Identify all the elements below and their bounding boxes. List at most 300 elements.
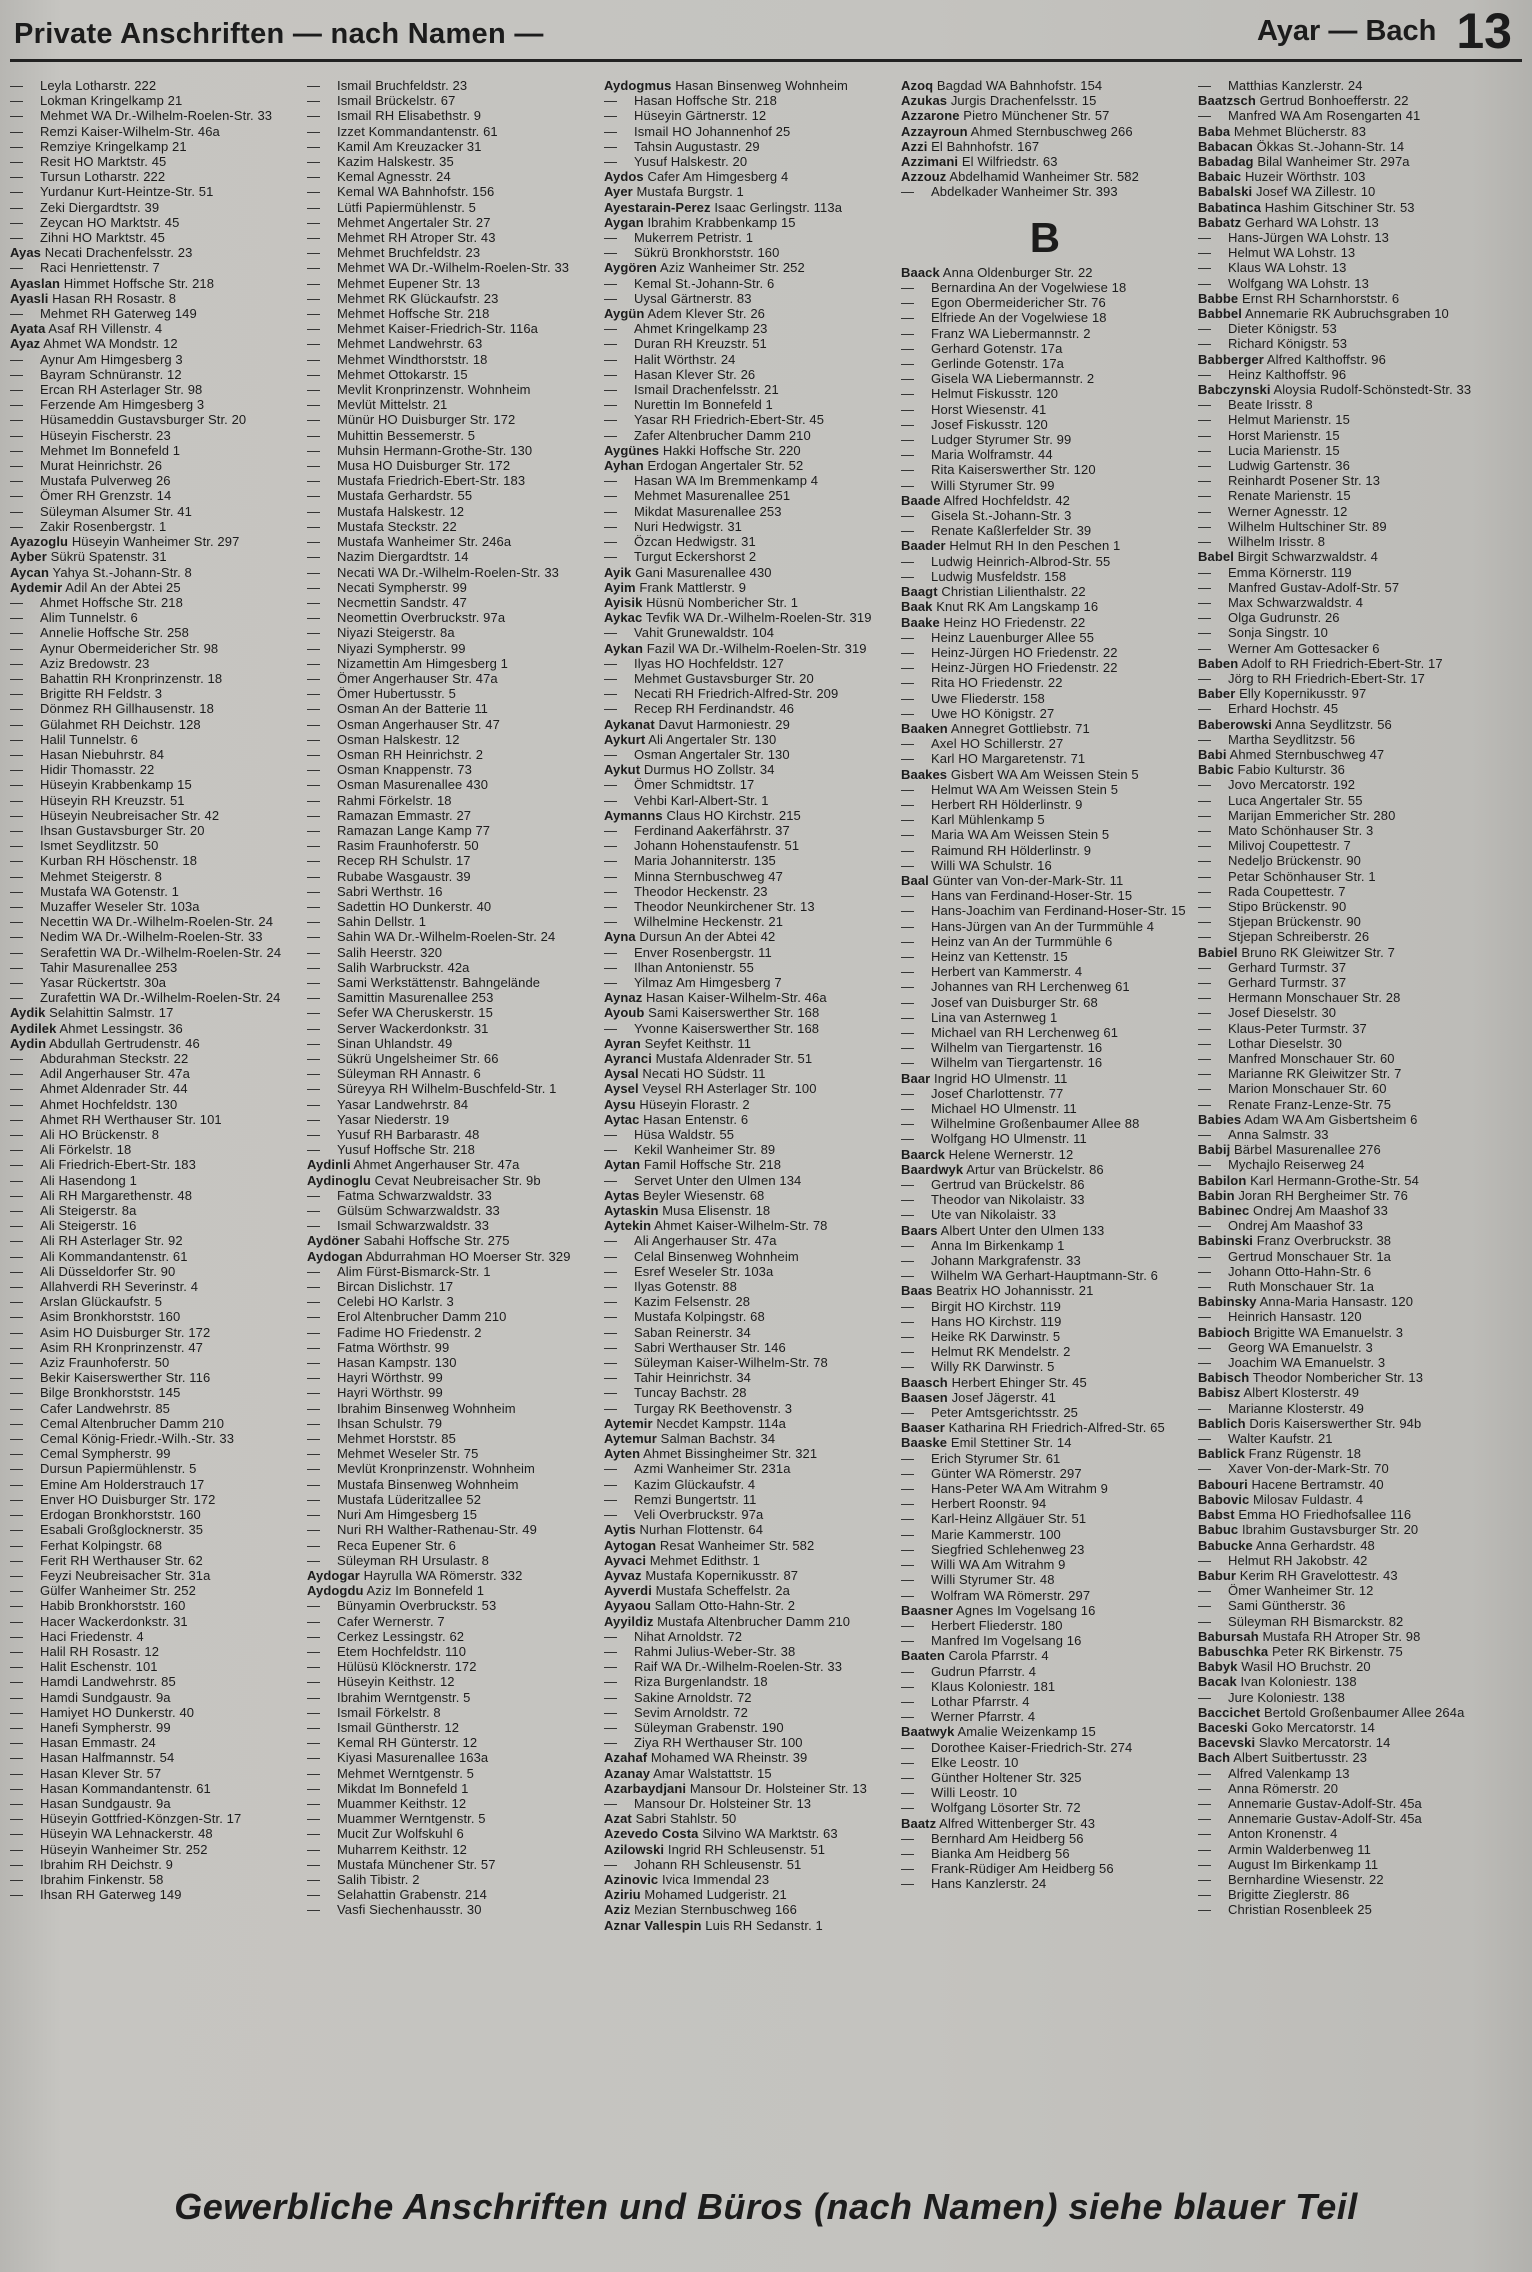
- dash-icon: —: [901, 812, 915, 828]
- directory-entry: — Heinz van Kettenstr. 15: [901, 948, 1068, 964]
- dash-icon: —: [307, 1324, 321, 1340]
- dash-icon: —: [307, 792, 321, 808]
- directory-entry: Azahaf Mohamed WA Rheinstr. 39: [604, 1750, 808, 1766]
- surname: Azukas: [901, 93, 948, 109]
- dash-icon: —: [901, 842, 915, 858]
- surname: Aytogan: [604, 1537, 657, 1553]
- surname: Ayverdi: [604, 1583, 652, 1599]
- directory-entry: Babinski Franz Overbruckstr. 38: [1198, 1233, 1392, 1249]
- surname: Aydogan: [307, 1248, 363, 1264]
- dash-icon: —: [307, 1415, 321, 1431]
- dash-icon: —: [10, 1324, 24, 1340]
- directory-entry: — Gülfer Wanheimer Str. 252: [10, 1583, 196, 1599]
- directory-entry: — Sahin Dellstr. 1: [307, 914, 427, 930]
- directory-entry: — Sakine Arnoldstr. 72: [604, 1689, 752, 1705]
- dash-icon: —: [10, 868, 24, 884]
- dash-icon: —: [901, 736, 915, 752]
- directory-column-3: [604, 78, 892, 2166]
- dash-icon: —: [901, 1207, 915, 1223]
- directory-entry: Baccichet Bertold Großenbaumer Allee 264a: [1198, 1704, 1465, 1720]
- page-header: [0, 0, 1532, 59]
- directory-entry: — Mevlit Kronprinzenstr. Wohnheim: [307, 382, 531, 398]
- directory-entry: Baak Knut RK Am Langskamp 16: [901, 599, 1099, 615]
- directory-entry: Ayber Sükrü Spatenstr. 31: [10, 549, 167, 565]
- directory-entry: — Lina van Asternweg 1: [901, 1009, 1058, 1025]
- directory-entry: — Aziz Fraunhoferstr. 50: [10, 1355, 170, 1371]
- dash-icon: —: [901, 1055, 915, 1071]
- surname: Babaic: [1198, 169, 1242, 185]
- dash-icon: —: [1198, 1552, 1212, 1568]
- dash-icon: —: [604, 1324, 618, 1340]
- dash-icon: —: [10, 1735, 24, 1751]
- directory-entry: — Mikdat Masurenallee 253: [604, 503, 782, 519]
- dash-icon: —: [604, 1689, 618, 1705]
- directory-entry: Ayvaci Mehmet Edithstr. 1: [604, 1552, 760, 1568]
- dash-icon: —: [10, 138, 24, 154]
- dash-icon: —: [604, 670, 618, 686]
- directory-entry: Baars Albert Unter den Ulmen 133: [901, 1222, 1105, 1238]
- directory-entry: — Erol Altenbrucher Damm 210: [307, 1309, 507, 1325]
- surname: Ayim: [604, 579, 636, 595]
- directory-entry: — Franz WA Liebermannstr. 2: [901, 325, 1091, 341]
- dash-icon: —: [604, 1385, 618, 1401]
- directory-entry: Aydos Cafer Am Himgesberg 4: [604, 169, 789, 185]
- dash-icon: —: [604, 488, 618, 504]
- directory-entry: — Allahverdi RH Severinstr. 4: [10, 1279, 199, 1295]
- directory-entry: — Mevlüt Kronprinzenstr. Wohnheim: [307, 1461, 535, 1477]
- dash-icon: —: [307, 1902, 321, 1918]
- directory-entry: — Ömer RH Grenzstr. 14: [10, 488, 172, 504]
- dash-icon: —: [901, 1739, 915, 1755]
- directory-entry: Azarbaydjani Mansour Dr. Holsteiner Str. 13: [604, 1780, 867, 1796]
- directory-entry: Aysu Hüseyin Florastr. 2: [604, 1096, 750, 1112]
- directory-entry: Aynaz Hasan Kaiser-Wilhelm-Str. 46a: [604, 990, 827, 1006]
- directory-entry: — Hasan Halfmannstr. 54: [10, 1750, 175, 1766]
- directory-entry: — Süleyman Grabenstr. 190: [604, 1719, 784, 1735]
- directory-entry: — Martha Seydlitzstr. 56: [1198, 731, 1356, 747]
- dash-icon: —: [1198, 245, 1212, 261]
- surname: Aysu: [604, 1096, 636, 1112]
- dash-icon: —: [10, 1066, 24, 1082]
- directory-entry: — Christian Rosenbleek 25: [1198, 1902, 1372, 1918]
- directory-entry: — Hüseyin Gottfried-Könzgen-Str. 17: [10, 1811, 242, 1827]
- dash-icon: —: [604, 245, 618, 261]
- surname: Babiel: [1198, 944, 1238, 960]
- directory-entry: — Anna Salmstr. 33: [1198, 1127, 1329, 1143]
- surname: Aytas: [604, 1187, 640, 1203]
- dash-icon: —: [901, 1405, 915, 1421]
- dash-icon: —: [10, 154, 24, 170]
- directory-entry: — Josef Charlottenstr. 77: [901, 1085, 1064, 1101]
- directory-entry: Babisch Theodor Nombericher Str. 13: [1198, 1370, 1424, 1386]
- directory-entry: — Mehmet Hoffsche Str. 218: [307, 306, 490, 322]
- dash-icon: —: [901, 796, 915, 812]
- directory-entry: — Alfred Valenkamp 13: [1198, 1765, 1350, 1781]
- dash-icon: —: [307, 351, 321, 367]
- directory-entry: Aykac Tevfik WA Dr.-Wilhelm-Roelen-Str. 319: [604, 610, 872, 626]
- directory-entry: — Anna Im Birkenkamp 1: [901, 1237, 1065, 1253]
- directory-entry: Babur Kerim RH Gravelottestr. 43: [1198, 1567, 1398, 1583]
- surname: Aziz: [604, 1902, 631, 1918]
- directory-entry: Babczynski Aloysia Rudolf-Schönstedt-Str. 33: [1198, 382, 1472, 398]
- directory-entry: — Mansour Dr. Holsteiner Str. 13: [604, 1795, 812, 1811]
- dash-icon: —: [604, 1233, 618, 1249]
- directory-entry: — Nuri Hedwigstr. 31: [604, 518, 743, 534]
- dash-icon: —: [604, 883, 618, 899]
- directory-entry: — Ilyas Gotenstr. 88: [604, 1279, 737, 1295]
- surname: Baaken: [901, 720, 948, 736]
- directory-entry: Baasen Josef Jägerstr. 41: [901, 1389, 1056, 1405]
- directory-entry: — Richard Königstr. 53: [1198, 336, 1348, 352]
- directory-entry: Aygan Ibrahim Krabbenkamp 15: [604, 214, 796, 230]
- dash-icon: —: [307, 1522, 321, 1538]
- directory-entry: Azukas Jurgis Drachenfelsstr. 15: [901, 93, 1097, 109]
- directory-column-5: [1198, 78, 1486, 2166]
- dash-icon: —: [10, 412, 24, 428]
- directory-entry: Babic Fabio Kulturstr. 36: [1198, 762, 1346, 778]
- dash-icon: —: [307, 1628, 321, 1644]
- dash-icon: —: [604, 1507, 618, 1523]
- dash-icon: —: [10, 184, 24, 200]
- dash-icon: —: [307, 1750, 321, 1766]
- dash-icon: —: [604, 625, 618, 641]
- directory-entry: — Günter WA Römerstr. 297: [901, 1465, 1082, 1481]
- dash-icon: —: [1198, 898, 1212, 914]
- dash-icon: —: [10, 1370, 24, 1386]
- directory-entry: — Enver HO Duisburger Str. 172: [10, 1491, 216, 1507]
- dash-icon: —: [10, 488, 24, 504]
- directory-entry: Baatwyk Amalie Weizenkamp 15: [901, 1724, 1096, 1740]
- dash-icon: —: [1198, 488, 1212, 504]
- dash-icon: —: [10, 1871, 24, 1887]
- directory-entry: Baade Alfred Hochfeldstr. 42: [901, 492, 1071, 508]
- dash-icon: —: [10, 1218, 24, 1234]
- directory-entry: — Kazim Felsenstr. 28: [604, 1294, 751, 1310]
- directory-entry: Baardwyk Artur van Brückelstr. 86: [901, 1161, 1104, 1177]
- directory-entry: — Renate Franz-Lenze-Str. 75: [1198, 1096, 1392, 1112]
- surname: Aytaskin: [604, 1203, 659, 1219]
- directory-entry: — Özcan Hedwigstr. 31: [604, 534, 756, 550]
- directory-entry: — Mehmet Steigerstr. 8: [10, 868, 162, 884]
- dash-icon: —: [307, 154, 321, 170]
- dash-icon: —: [307, 306, 321, 322]
- directory-entry: — Sabri Werthauser Str. 146: [604, 1339, 786, 1355]
- directory-entry: — Karl Mühlenkamp 5: [901, 812, 1045, 828]
- directory-entry: — Mikdat Im Bonnefeld 1: [307, 1780, 469, 1796]
- dash-icon: —: [307, 1765, 321, 1781]
- directory-entry: — Mustafa Binsenweg Wohnheim: [307, 1476, 519, 1492]
- dash-icon: —: [307, 503, 321, 519]
- dash-icon: —: [604, 518, 618, 534]
- dash-icon: —: [901, 1450, 915, 1466]
- dash-icon: —: [604, 1339, 618, 1355]
- directory-entry: — Horst Wiesenstr. 41: [901, 401, 1047, 417]
- dash-icon: —: [307, 1385, 321, 1401]
- dash-icon: —: [307, 746, 321, 762]
- surname: Bacevski: [1198, 1735, 1256, 1751]
- directory-entry: — Hasan Emmastr. 24: [10, 1735, 156, 1751]
- directory-entry: — Hüseyin Fischerstr. 23: [10, 427, 171, 443]
- surname: Azat: [604, 1811, 632, 1827]
- directory-entry: — Hasan Kommandantenstr. 61: [10, 1780, 211, 1796]
- surname: Ayaz: [10, 336, 41, 352]
- directory-entry: — Manfred WA Am Rosengarten 41: [1198, 108, 1421, 124]
- dash-icon: —: [307, 1719, 321, 1735]
- dash-icon: —: [10, 670, 24, 686]
- dash-icon: —: [604, 1628, 618, 1644]
- directory-entry: — Dönmez RH Gillhausenstr. 18: [10, 701, 214, 717]
- directory-entry: Baagt Christian Lilienthalstr. 22: [901, 584, 1086, 600]
- dash-icon: —: [1198, 838, 1212, 854]
- directory-entry: — Hans-Peter WA Am Witrahm 9: [901, 1481, 1108, 1497]
- dash-icon: —: [307, 427, 321, 443]
- dash-icon: —: [1198, 1811, 1212, 1827]
- directory-entry: Aziriu Mohamed Ludgeristr. 21: [604, 1887, 787, 1903]
- directory-entry: — Haci Friedenstr. 4: [10, 1628, 144, 1644]
- directory-entry: — Murat Heinrichstr. 26: [10, 458, 163, 474]
- directory-entry: — Bayram Schnüranstr. 12: [10, 366, 182, 382]
- dash-icon: —: [10, 655, 24, 671]
- directory-entry: — Ihsan RH Gaterweg 149: [10, 1887, 182, 1903]
- directory-entry: — Horst Marienstr. 15: [1198, 427, 1340, 443]
- surname: Aydogmus: [604, 78, 672, 93]
- dash-icon: —: [307, 230, 321, 246]
- directory-entry: — Dorothee Kaiser-Friedrich-Str. 274: [901, 1739, 1133, 1755]
- dash-icon: —: [10, 1856, 24, 1872]
- dash-icon: —: [604, 366, 618, 382]
- dash-icon: —: [1198, 1583, 1212, 1599]
- directory-entry: — Renate Marienstr. 15: [1198, 488, 1351, 504]
- dash-icon: —: [604, 1172, 618, 1188]
- directory-entry: — Nizamettin Am Himgesberg 1: [307, 655, 508, 671]
- directory-entry: — Joachim WA Emanuelstr. 3: [1198, 1355, 1386, 1371]
- dash-icon: —: [307, 1309, 321, 1325]
- directory-entry: — Ahmet RH Werthauser Str. 101: [10, 1111, 222, 1127]
- dash-icon: —: [10, 1157, 24, 1173]
- directory-entry: — Walter Kaufstr. 21: [1198, 1431, 1333, 1447]
- directory-entry: — Hasan WA Im Bremmenkamp 4: [604, 473, 819, 489]
- directory-entry: — Mucit Zur Wolfskuhl 6: [307, 1826, 464, 1842]
- dash-icon: —: [1198, 929, 1212, 945]
- directory-entry: Ayisik Hüsnü Nombericher Str. 1: [604, 594, 799, 610]
- directory-entry: — Nedeljo Brückenstr. 90: [1198, 853, 1361, 869]
- directory-entry: — Helmut WA Am Weissen Stein 5: [901, 781, 1119, 797]
- directory-entry: Babst Emma HO Friedhofsallee 116: [1198, 1507, 1412, 1523]
- dash-icon: —: [901, 462, 915, 478]
- directory-entry: — Klaus WA Lohstr. 13: [1198, 260, 1347, 276]
- surname: Azarbaydjani: [604, 1780, 687, 1796]
- dash-icon: —: [307, 914, 321, 930]
- directory-entry: — Yusuf Halskestr. 20: [604, 154, 748, 170]
- directory-entry: Aygören Aziz Wanheimer Str. 252: [604, 260, 805, 276]
- dash-icon: —: [604, 336, 618, 352]
- dash-icon: —: [1198, 78, 1212, 93]
- dash-icon: —: [604, 1142, 618, 1158]
- directory-entry: — Zakir Rosenbergstr. 1: [10, 518, 167, 534]
- directory-entry: — Vasfi Siechenhausstr. 30: [307, 1902, 482, 1918]
- dash-icon: —: [10, 1309, 24, 1325]
- directory-entry: — Willi WA Schulstr. 16: [901, 857, 1052, 873]
- directory-entry: — Hüseyin Neubreisacher Str. 42: [10, 807, 220, 823]
- directory-entry: — Uysal Gärtnerstr. 83: [604, 290, 752, 306]
- dash-icon: —: [307, 1689, 321, 1705]
- directory-entry: — Luca Angertaler Str. 55: [1198, 792, 1363, 808]
- directory-entry: — Mychajlo Reiserweg 24: [1198, 1157, 1365, 1173]
- directory-entry: — Yasar Niederstr. 19: [307, 1111, 450, 1127]
- dash-icon: —: [604, 1248, 618, 1264]
- dash-icon: —: [604, 1127, 618, 1143]
- dash-icon: —: [10, 260, 24, 276]
- dash-icon: —: [307, 1643, 321, 1659]
- directory-entry: — Leyla Lotharstr. 222: [10, 78, 157, 93]
- directory-entry: — Mehmet WA Dr.-Wilhelm-Roelen-Str. 33: [10, 108, 273, 124]
- surname: Ayvaz: [604, 1567, 642, 1583]
- directory-entry: — Yusuf RH Barbarastr. 48: [307, 1127, 480, 1143]
- directory-entry: — Osman RH Heinrichstr. 2: [307, 746, 484, 762]
- dash-icon: —: [1198, 974, 1212, 990]
- surname: Babursah: [1198, 1628, 1259, 1644]
- directory-entry: Bablick Franz Rügenstr. 18: [1198, 1446, 1362, 1462]
- surname: Baatwyk: [901, 1724, 955, 1740]
- directory-entry: — Hans-Joachim van Ferdinand-Hoser-Str. 15: [901, 903, 1186, 919]
- dash-icon: —: [1198, 1263, 1212, 1279]
- dash-icon: —: [10, 1476, 24, 1492]
- directory-entry: — Mehmet Eupener Str. 13: [307, 275, 481, 291]
- dash-icon: —: [604, 1355, 618, 1371]
- dash-icon: —: [604, 1735, 618, 1751]
- dash-icon: —: [604, 549, 618, 565]
- directory-entry: — Nurettin Im Bonnefeld 1: [604, 397, 773, 413]
- surname: Baake: [901, 614, 940, 630]
- directory-entry: — Bünyamin Overbruckstr. 53: [307, 1598, 497, 1614]
- dash-icon: —: [10, 1051, 24, 1066]
- surname: Bach: [1198, 1750, 1231, 1766]
- surname: Aydik: [10, 1005, 46, 1021]
- directory-entry: Ayik Gani Masurenallee 430: [604, 564, 772, 580]
- surname: Aytemur: [604, 1431, 657, 1447]
- dash-icon: —: [10, 442, 24, 458]
- dash-icon: —: [307, 974, 321, 990]
- surname: Baack: [901, 264, 940, 280]
- dash-icon: —: [10, 838, 24, 854]
- dash-icon: —: [307, 1598, 321, 1614]
- directory-entry: — Hülüsü Klöcknerstr. 172: [307, 1659, 477, 1675]
- directory-entry: — Mehmet Landwehrstr. 63: [307, 336, 483, 352]
- dash-icon: —: [10, 427, 24, 443]
- dash-icon: —: [307, 701, 321, 717]
- dash-icon: —: [901, 1785, 915, 1801]
- directory-entry: — Tuncay Bachstr. 28: [604, 1385, 747, 1401]
- dash-icon: —: [604, 1263, 618, 1279]
- dash-icon: —: [307, 1674, 321, 1690]
- surname: Ayestarain-Perez: [604, 199, 711, 215]
- surname: Babies: [1198, 1111, 1242, 1127]
- dash-icon: —: [307, 1187, 321, 1203]
- surname: Babisch: [1198, 1370, 1250, 1386]
- directory-entry: Baaser Katharina RH Friedrich-Alfred-Str. 65: [901, 1420, 1165, 1436]
- surname: Baarck: [901, 1146, 945, 1162]
- dash-icon: —: [901, 948, 915, 964]
- dash-icon: —: [307, 1066, 321, 1082]
- directory-entry: Azat Sabri Stahlstr. 50: [604, 1811, 737, 1827]
- directory-entry: Baar Ingrid HO Ulmenstr. 11: [901, 1070, 1068, 1086]
- directory-entry: — Ali Angerhauser Str. 47a: [604, 1233, 777, 1249]
- directory-entry: Ayaz Ahmet WA Mondstr. 12: [10, 336, 178, 352]
- directory-entry: Aydinoglu Cevat Neubreisacher Str. 9b: [307, 1172, 541, 1188]
- surname: Babinsky: [1198, 1294, 1257, 1310]
- section-letter: B: [1029, 213, 1061, 261]
- directory-entry: — Manfred Gustav-Adolf-Str. 57: [1198, 579, 1400, 595]
- directory-entry: — Yvonne Kaiserswerther Str. 168: [604, 1020, 820, 1036]
- dash-icon: —: [307, 123, 321, 139]
- dash-icon: —: [901, 1024, 915, 1040]
- dash-icon: —: [307, 1887, 321, 1903]
- directory-entry: Babilon Karl Hermann-Grothe-Str. 54: [1198, 1172, 1419, 1188]
- dash-icon: —: [307, 1096, 321, 1112]
- surname: Ayata: [10, 321, 46, 337]
- directory-entry: Aytac Hasan Entenstr. 6: [604, 1111, 749, 1127]
- directory-entry: Aydik Selahittin Salmstr. 17: [10, 1005, 174, 1021]
- directory-entry: — Muammer Werntgenstr. 5: [307, 1811, 486, 1827]
- dash-icon: —: [604, 138, 618, 154]
- dash-icon: —: [604, 412, 618, 428]
- dash-icon: —: [1198, 792, 1212, 808]
- directory-entry: — Ömer Angerhauser Str. 47a: [307, 670, 498, 686]
- dash-icon: —: [10, 169, 24, 185]
- dash-icon: —: [10, 1522, 24, 1538]
- dash-icon: —: [10, 1248, 24, 1264]
- directory-entry: Aygünes Hakki Hoffsche Str. 220: [604, 442, 801, 458]
- directory-entry: — Bernhardine Wiesenstr. 22: [1198, 1871, 1384, 1887]
- directory-entry: — Mehmet Windthorststr. 18: [307, 351, 488, 367]
- directory-entry: — Elfriede An der Vogelwiese 18: [901, 310, 1107, 326]
- dash-icon: —: [604, 914, 618, 930]
- surname: Ayran: [604, 1035, 641, 1051]
- dash-icon: —: [1198, 1461, 1212, 1477]
- directory-entry: — Bekir Kaiserswerther Str. 116: [10, 1370, 211, 1386]
- dash-icon: —: [10, 1233, 24, 1249]
- surname: Azinovic: [604, 1871, 659, 1887]
- dash-icon: —: [307, 245, 321, 261]
- directory-entry: — Muhittin Bessemerstr. 5: [307, 427, 476, 443]
- dash-icon: —: [307, 1704, 321, 1720]
- dash-icon: —: [307, 1507, 321, 1523]
- dash-icon: —: [307, 1339, 321, 1355]
- surname: Baader: [901, 538, 946, 554]
- dash-icon: —: [901, 1298, 915, 1314]
- directory-entry: — Ute van Nikolaistr. 33: [901, 1207, 1057, 1223]
- directory-entry: Babatinca Hashim Gitschiner Str. 53: [1198, 199, 1415, 215]
- dash-icon: —: [10, 1446, 24, 1462]
- dash-icon: —: [604, 1400, 618, 1416]
- dash-icon: —: [10, 78, 24, 93]
- surname: Azzouz: [901, 169, 947, 185]
- directory-entry: — Marianne Klosterstr. 49: [1198, 1400, 1364, 1416]
- directory-entry: — Heinrich Hansastr. 120: [1198, 1309, 1362, 1325]
- directory-entry: — Willy RK Darwinstr. 5: [901, 1359, 1055, 1375]
- dash-icon: —: [901, 979, 915, 995]
- directory-entry: — Willi Styrumer Str. 99: [901, 477, 1055, 493]
- directory-entry: Babinsky Anna-Maria Hansastr. 120: [1198, 1294, 1414, 1310]
- surname: Aydos: [604, 169, 644, 185]
- directory-entry: Ayata Asaf RH Villenstr. 4: [10, 321, 163, 337]
- directory-entry: — Ismet Seydlitzstr. 50: [10, 838, 159, 854]
- dash-icon: —: [1198, 564, 1212, 580]
- dash-icon: —: [901, 1040, 915, 1056]
- surname: Baccichet: [1198, 1704, 1261, 1720]
- dash-icon: —: [10, 1537, 24, 1553]
- surname: Aygören: [604, 260, 657, 276]
